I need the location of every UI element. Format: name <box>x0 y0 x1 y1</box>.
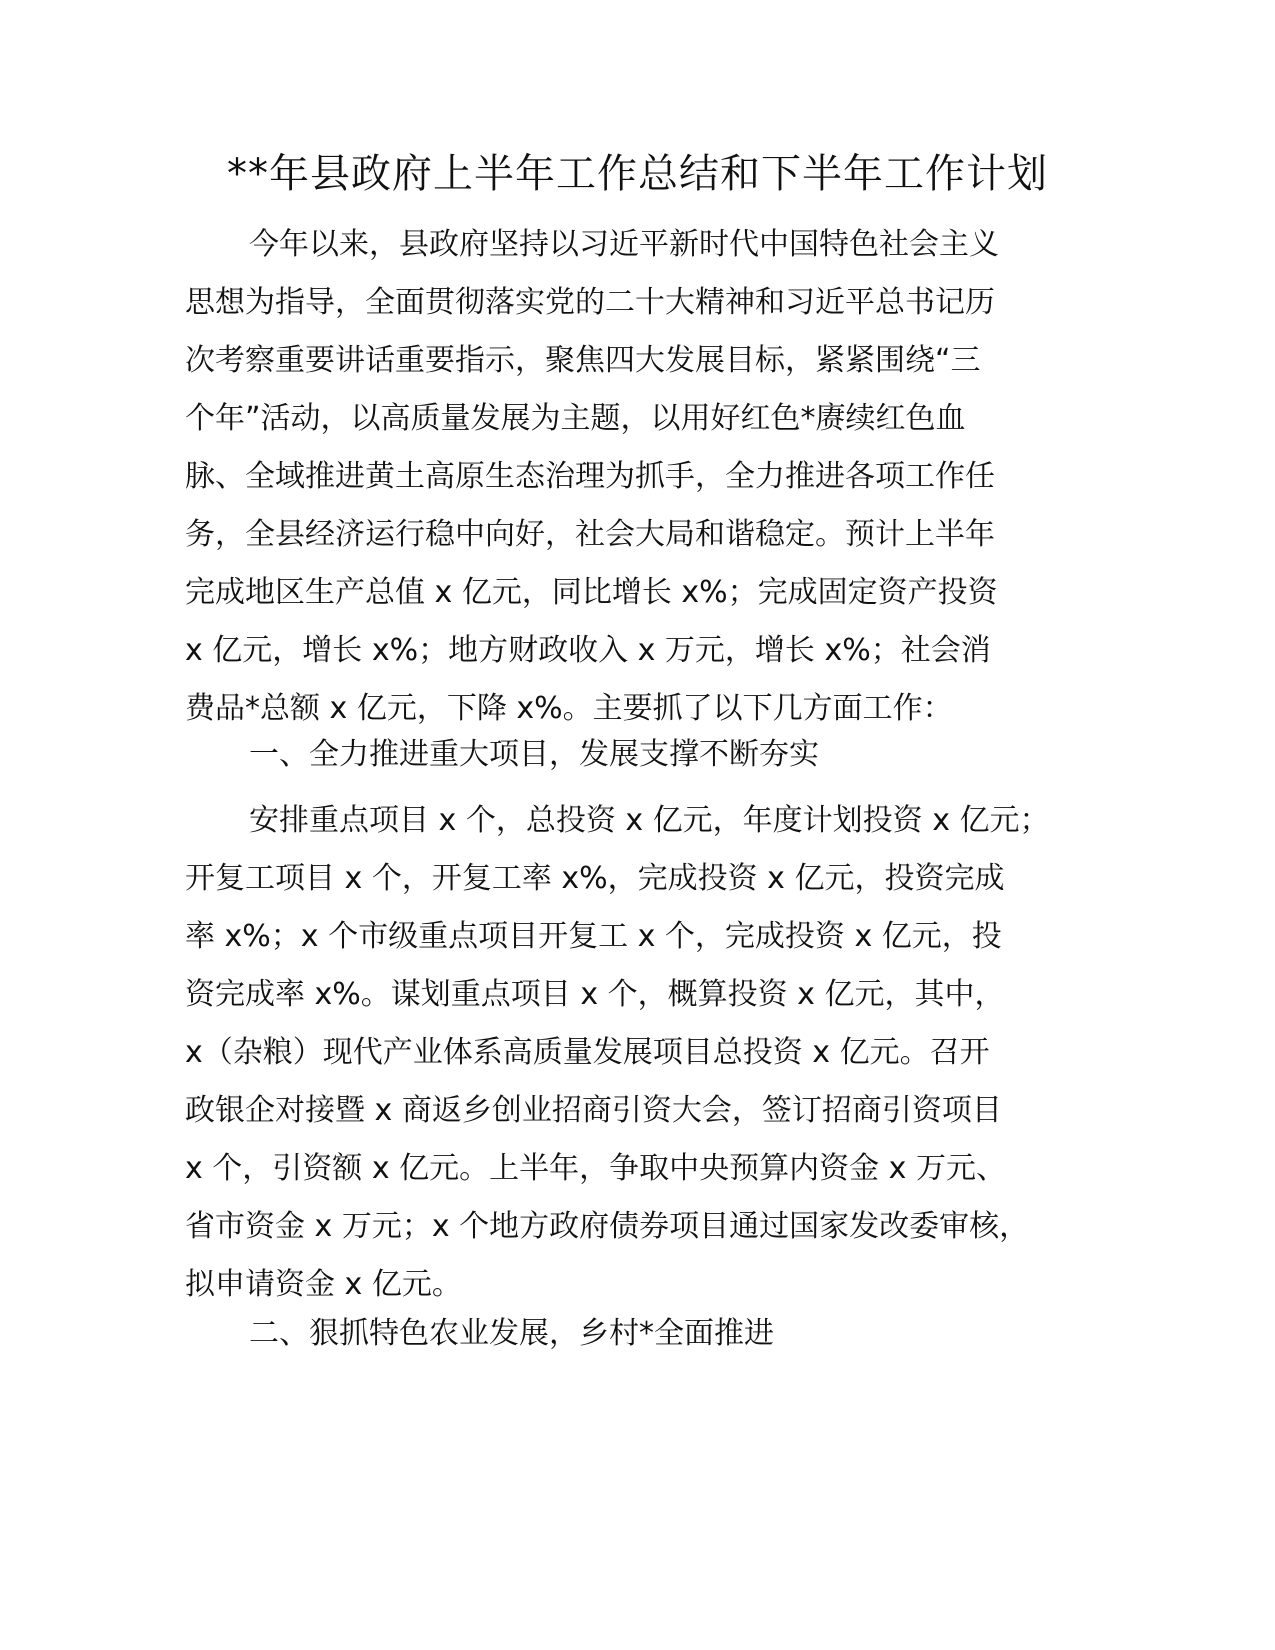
paragraph-line: 思想为指导，全面贯彻落实党的二十大精神和习近平总书记历 <box>185 285 995 320</box>
paragraph-line: x 个，引资额 x 亿元。上半年，争取中央预算内资金 x 万元、 <box>185 1151 1006 1186</box>
paragraph-line: 开复工项目 x 个，开复工率 x%，完成投资 x 亿元，投资完成 <box>185 861 1005 896</box>
paragraph-line: x 亿元，增长 x%；地方财政收入 x 万元，增长 x%；社会消 <box>185 633 991 668</box>
intro-paragraph <box>185 216 1105 738</box>
document-title: **年县政府上半年工作总结和下半年工作计划 <box>227 151 1048 197</box>
paragraph-line: 省市资金 x 万元；x 个地方政府债券项目通过国家发改委审核， <box>185 1209 1030 1244</box>
paragraph-line: 资完成率 x%。谋划重点项目 x 个，概算投资 x 亿元，其中， <box>185 977 1005 1012</box>
section-paragraph <box>185 792 1105 1314</box>
paragraph-line: 务，全县经济运行稳中向好，社会大局和谐稳定。预计上半年 <box>185 517 995 552</box>
paragraph-line: 次考察重要讲话重要指示，聚焦四大发展目标，紧紧围绕“三 <box>185 343 981 378</box>
paragraph-line: x（杂粮）现代产业体系高质量发展项目总投资 x 亿元。召开 <box>185 1035 990 1070</box>
paragraph-line: 拟申请资金 x 亿元。 <box>185 1267 462 1302</box>
paragraph-line: 费品*总额 x 亿元，下降 x%。主要抓了以下几方面工作： <box>185 691 953 726</box>
section-heading: 一、全力推进重大项目，发展支撑不断夯实 <box>249 737 819 772</box>
paragraph-line: 安排重点项目 x 个，总投资 x 亿元，年度计划投资 x 亿元； <box>249 803 1050 838</box>
section-heading: 二、狠抓特色农业发展，乡村*全面推进 <box>249 1316 774 1351</box>
paragraph-line: 率 x%；x 个市级重点项目开复工 x 个，完成投资 x 亿元，投 <box>185 919 1002 954</box>
paragraph-line: 政银企对接暨 x 商返乡创业招商引资大会，签订招商引资项目 <box>185 1093 1002 1128</box>
paragraph-line: 完成地区生产总值 x 亿元，同比增长 x%；完成固定资产投资 <box>185 575 998 610</box>
paragraph-line: 个年”活动，以高质量发展为主题，以用好红色*赓续红色血 <box>185 401 966 436</box>
paragraph-line: 脉、全域推进黄土高原生态治理为抓手，全力推进各项工作任 <box>185 459 995 494</box>
paragraph-line: 今年以来，县政府坚持以习近平新时代中国特色社会主义 <box>249 227 999 262</box>
